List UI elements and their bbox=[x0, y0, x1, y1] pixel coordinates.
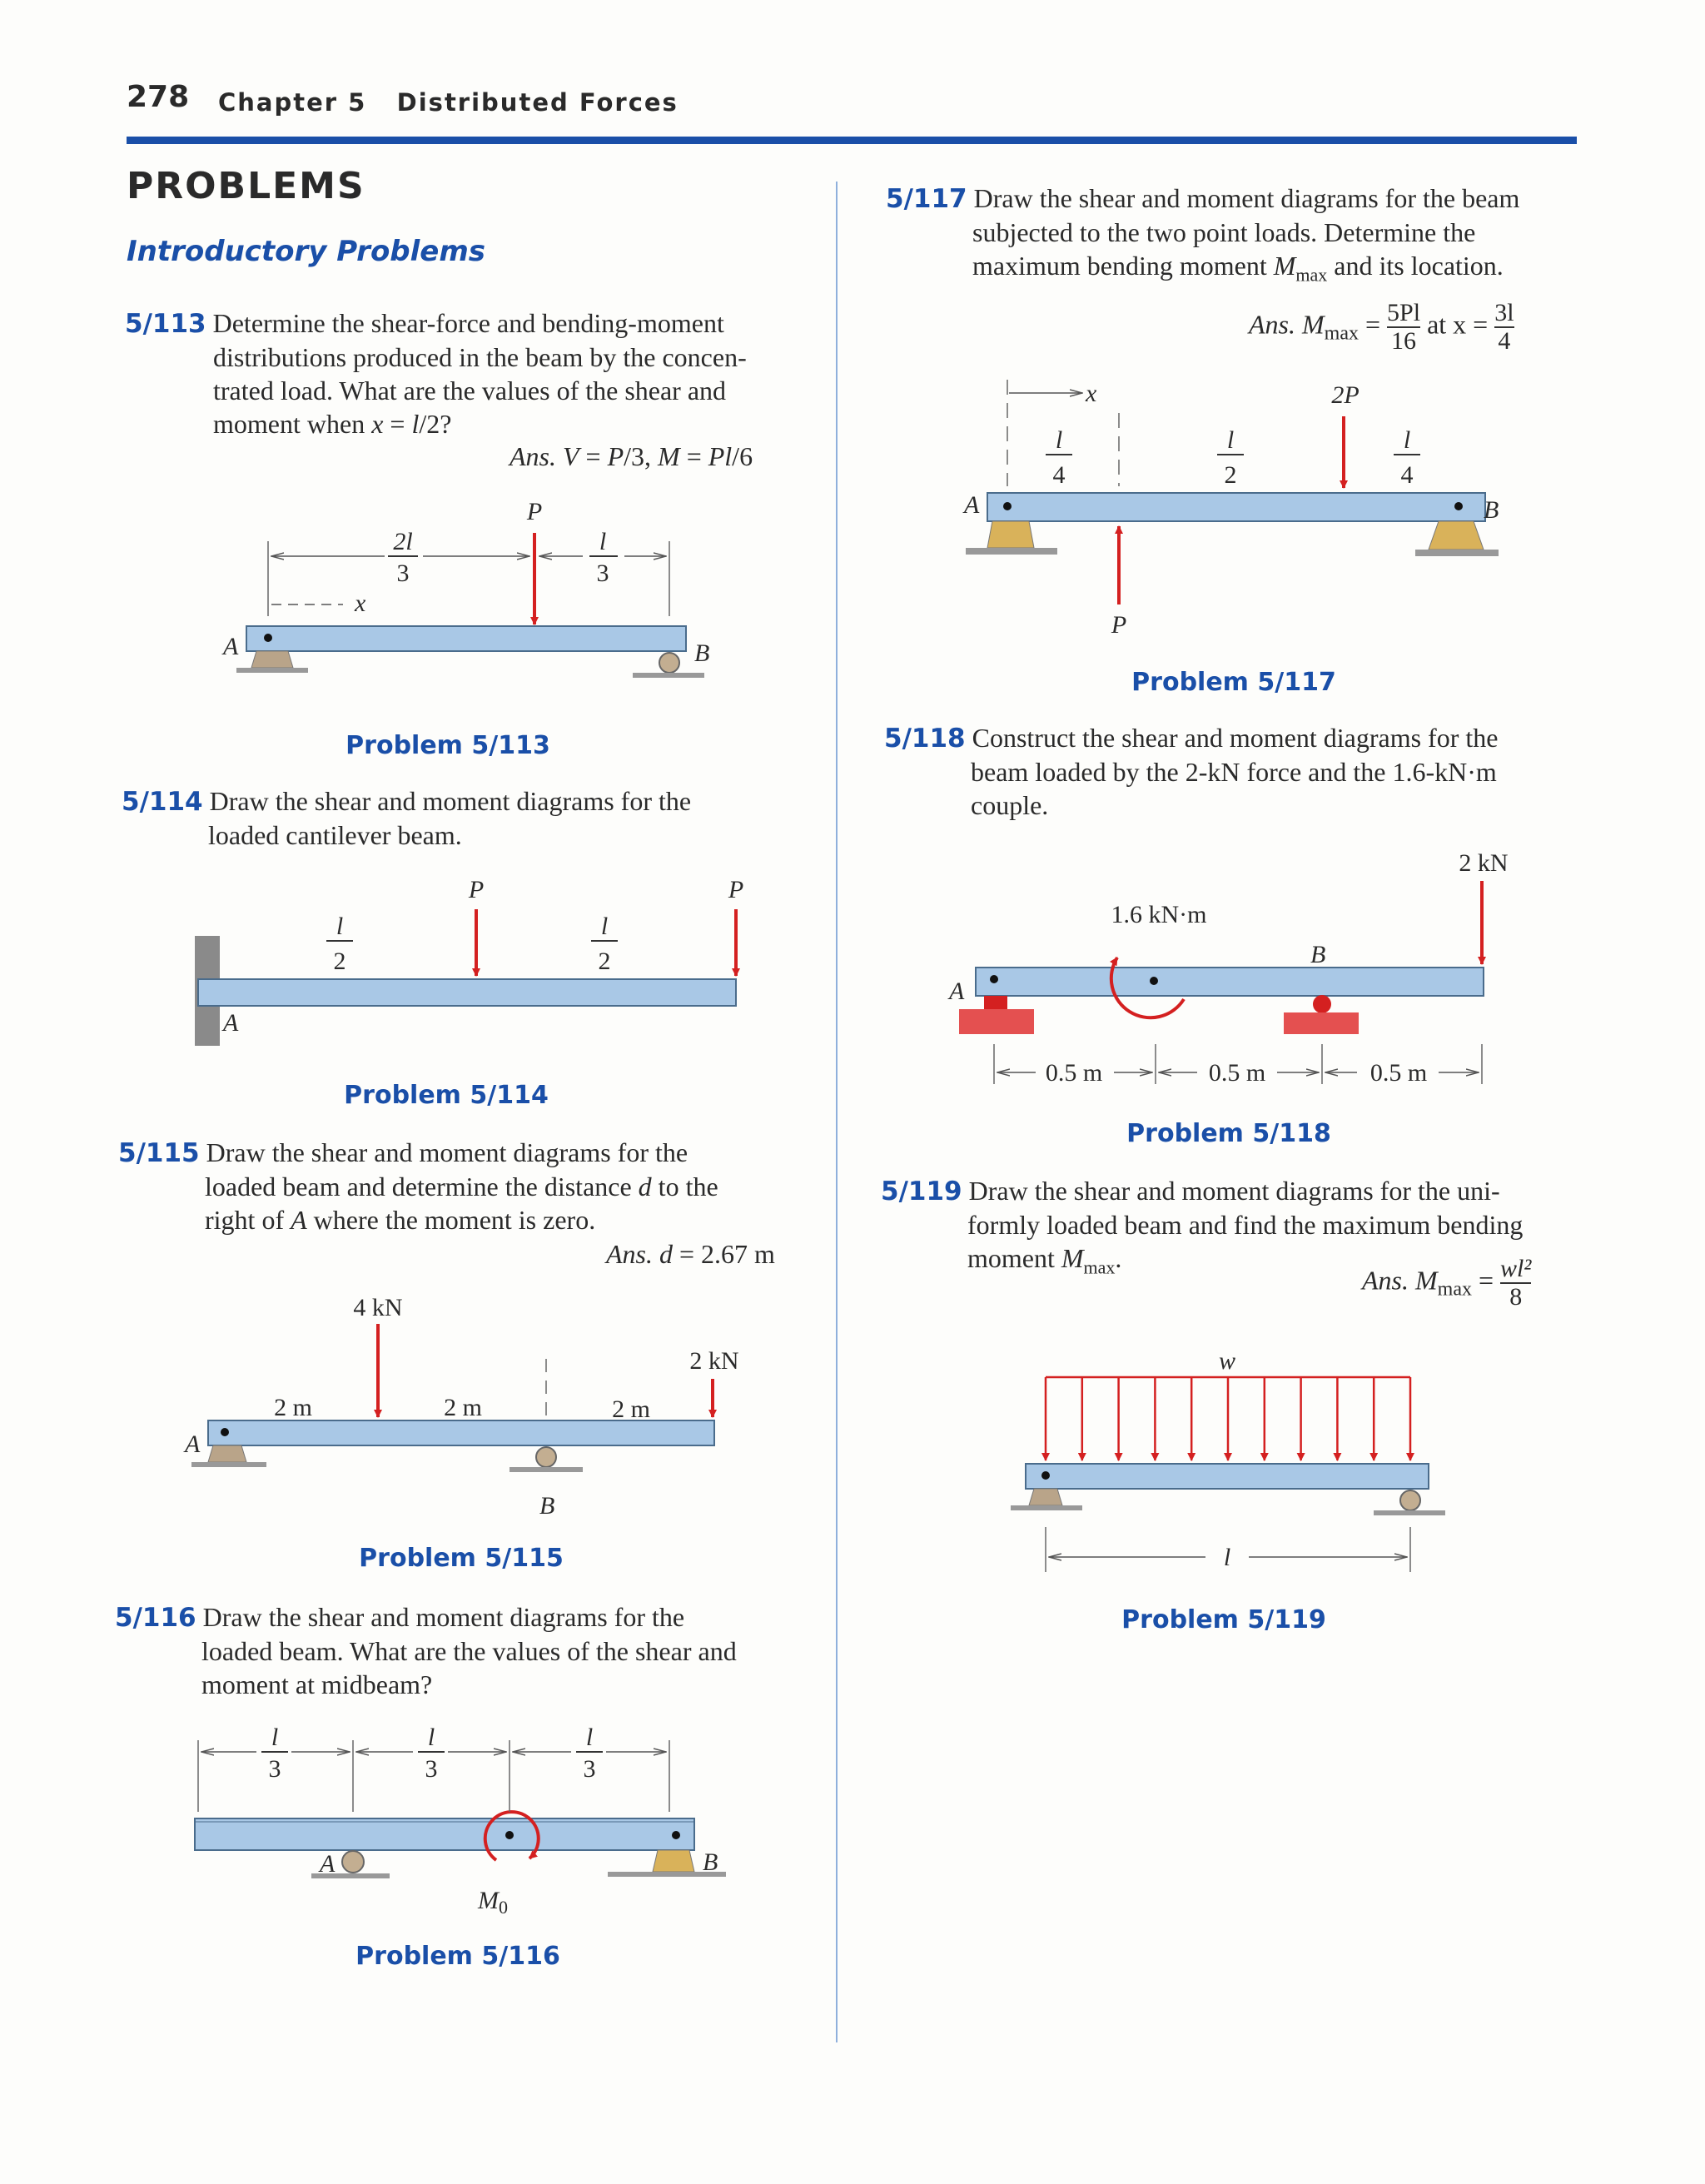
caption-5-118: Problem 5/118 bbox=[1126, 1119, 1331, 1148]
dim-l: l bbox=[600, 913, 609, 940]
ground-red bbox=[959, 1009, 1034, 1034]
figure-5-113 bbox=[221, 498, 709, 678]
dim-l: l bbox=[336, 913, 344, 940]
pin-support bbox=[1429, 521, 1484, 550]
ground bbox=[236, 668, 308, 673]
problem-text-line: Determine the shear-force and bending-moment bbox=[212, 308, 724, 338]
problem-text-line: distributions produced in the beam by the concen- bbox=[213, 342, 747, 372]
dim-2l: 2l bbox=[393, 528, 413, 555]
dim-3: 3 bbox=[268, 1755, 281, 1783]
problem-text-line: maximum bending moment $M_{max}$ and its location. bbox=[972, 251, 1504, 286]
pin-support bbox=[1029, 1489, 1062, 1505]
problem-text-line: loaded beam and determine the distance d to the bbox=[205, 1172, 718, 1201]
beam bbox=[198, 979, 736, 1006]
problem-number: 5/116 bbox=[115, 1603, 196, 1633]
pin bbox=[672, 1831, 680, 1839]
figure-5-119 bbox=[1011, 1347, 1445, 1572]
dim-l: l bbox=[599, 528, 607, 555]
chapter-label: Chapter 5 bbox=[218, 88, 367, 117]
couple-center bbox=[1150, 977, 1158, 985]
label-2P: 2P bbox=[1331, 381, 1360, 409]
dim-l: l bbox=[1226, 426, 1235, 454]
problem-text-line: moment at midbeam? bbox=[201, 1669, 433, 1699]
dim-0.5m: 0.5 m bbox=[1045, 1059, 1103, 1087]
chapter-title: Distributed Forces bbox=[396, 88, 679, 117]
problem-text-line: moment $M_{max}$. bbox=[967, 1243, 1122, 1278]
figure-5-115 bbox=[183, 1294, 739, 1520]
label-A: A bbox=[185, 1430, 201, 1458]
label-P: P bbox=[1111, 611, 1127, 639]
problem-text-line: right of A where the moment is zero. bbox=[205, 1205, 596, 1235]
problem-text-line: Construct the shear and moment diagrams for the bbox=[972, 723, 1499, 753]
pin bbox=[264, 634, 272, 642]
ground bbox=[1374, 1510, 1445, 1515]
caption-5-116: Problem 5/116 bbox=[355, 1942, 560, 1971]
label-x: x bbox=[355, 590, 366, 617]
problem-text-line: formly loaded beam and find the maximum bending bbox=[967, 1210, 1524, 1240]
ground bbox=[510, 1467, 583, 1472]
beam bbox=[208, 1420, 714, 1445]
label-P: P bbox=[468, 876, 485, 903]
figure-5-118 bbox=[947, 849, 1509, 1087]
dim-l: l bbox=[271, 1724, 279, 1751]
udl-arrows bbox=[1046, 1377, 1410, 1460]
dim-4: 4 bbox=[1400, 461, 1414, 489]
roller-support bbox=[1400, 1490, 1420, 1510]
pin bbox=[1454, 502, 1463, 510]
roller-support bbox=[1313, 995, 1331, 1013]
label-B: B bbox=[1310, 941, 1326, 968]
problem-number: 5/113 bbox=[125, 309, 206, 339]
pin bbox=[1003, 502, 1012, 510]
problem-text-line: loaded beam. What are the values of the shear and bbox=[201, 1636, 737, 1666]
dim-3: 3 bbox=[596, 560, 609, 587]
label-B: B bbox=[694, 639, 710, 667]
answer-5-117: Ans. $M_{max}$ = $\frac{5Pl}{16}$ at x = $\frac{3l}{4}$ bbox=[1249, 299, 1514, 355]
dim-2: 2 bbox=[333, 948, 346, 975]
ground bbox=[633, 673, 704, 678]
problem-text-line: Draw the shear and moment diagrams for the bbox=[209, 786, 692, 816]
caption-5-114: Problem 5/114 bbox=[344, 1081, 549, 1110]
label-x: x bbox=[1086, 380, 1097, 407]
problem-text-line: Draw the shear and moment diagrams for the uni- bbox=[968, 1176, 1500, 1206]
label-B: B bbox=[1484, 496, 1499, 524]
label-P: P bbox=[728, 876, 744, 903]
label-2kN: 2 kN bbox=[689, 1347, 739, 1375]
problem-number: 5/117 bbox=[886, 184, 967, 214]
pin-support bbox=[984, 996, 1007, 1009]
dim-2: 2 bbox=[1224, 461, 1237, 489]
pin-support bbox=[653, 1850, 694, 1872]
problem-text-line: beam loaded by the 2-kN force and the 1.6-kN·m bbox=[971, 757, 1497, 787]
pin-support bbox=[251, 651, 293, 668]
ground bbox=[966, 548, 1057, 555]
problem-number: 5/114 bbox=[122, 787, 203, 817]
pin-support bbox=[208, 1445, 246, 1462]
beam bbox=[246, 626, 686, 651]
dim-4: 4 bbox=[1052, 461, 1066, 489]
problem-number: 5/115 bbox=[118, 1138, 200, 1168]
beam bbox=[1026, 1464, 1429, 1489]
label-M0: $M_0$ bbox=[478, 1887, 508, 1918]
problem-number: 5/118 bbox=[884, 724, 966, 754]
roller-support bbox=[342, 1851, 364, 1873]
beam bbox=[195, 1818, 694, 1850]
caption-5-115: Problem 5/115 bbox=[359, 1544, 564, 1573]
caption-5-113: Problem 5/113 bbox=[345, 731, 550, 760]
section-subtitle: Introductory Problems bbox=[127, 235, 486, 268]
dim-3: 3 bbox=[396, 560, 410, 587]
label-couple: 1.6 kN·m bbox=[1111, 901, 1207, 928]
beam bbox=[987, 493, 1485, 521]
problem-text-line: loaded cantilever beam. bbox=[208, 820, 462, 850]
label-A: A bbox=[320, 1850, 336, 1878]
dim-0.5m: 0.5 m bbox=[1208, 1059, 1266, 1087]
label-w: w bbox=[1218, 1347, 1236, 1375]
dim-2m: 2 m bbox=[274, 1394, 312, 1421]
ground bbox=[191, 1462, 266, 1467]
answer-5-115: Ans. d = 2.67 m bbox=[606, 1239, 775, 1269]
dim-l: l bbox=[427, 1724, 435, 1751]
beam bbox=[976, 968, 1484, 996]
label-B: B bbox=[703, 1848, 718, 1876]
answer-5-119: Ans. $M_{max}$ = $\frac{\text{wl²}}{8}$ bbox=[1362, 1255, 1532, 1311]
figure-5-114 bbox=[195, 876, 743, 1046]
dim-2m: 2 m bbox=[444, 1394, 482, 1421]
dim-2: 2 bbox=[598, 948, 611, 975]
couple-center bbox=[505, 1831, 514, 1839]
problem-text-line: Draw the shear and moment diagrams for the bbox=[202, 1602, 685, 1632]
label-A: A bbox=[223, 1009, 239, 1037]
label-A: A bbox=[949, 978, 965, 1005]
caption-5-119: Problem 5/119 bbox=[1121, 1605, 1326, 1634]
section-title: PROBLEMS bbox=[127, 165, 365, 207]
page-number: 278 bbox=[127, 80, 190, 114]
label-P: P bbox=[526, 498, 543, 525]
label-A: A bbox=[964, 491, 980, 519]
label-2kN: 2 kN bbox=[1459, 849, 1509, 877]
roller-support bbox=[536, 1447, 556, 1467]
dim-0.5m: 0.5 m bbox=[1369, 1059, 1428, 1087]
pin bbox=[221, 1428, 229, 1436]
dim-2m: 2 m bbox=[612, 1395, 650, 1423]
dim-3: 3 bbox=[425, 1755, 438, 1783]
label-4kN: 4 kN bbox=[353, 1294, 403, 1321]
pin-support bbox=[987, 521, 1034, 548]
figure-5-116 bbox=[195, 1724, 726, 1918]
ground bbox=[1415, 550, 1499, 556]
problem-text-line: Draw the shear and moment diagrams for the bbox=[206, 1137, 688, 1167]
ground-red bbox=[1284, 1012, 1359, 1034]
label-B: B bbox=[539, 1492, 555, 1520]
pin bbox=[1041, 1471, 1050, 1480]
problem-number: 5/119 bbox=[881, 1177, 962, 1206]
dim-l: l bbox=[1055, 426, 1063, 454]
dim-l: l bbox=[1223, 1544, 1231, 1571]
problem-text-line: couple. bbox=[971, 790, 1049, 820]
ground bbox=[1011, 1505, 1082, 1510]
label-A: A bbox=[223, 633, 239, 660]
problem-text-line: subjected to the two point loads. Determine the bbox=[972, 217, 1476, 247]
problem-text-line: moment when x = l/2? bbox=[213, 409, 452, 439]
pin bbox=[990, 975, 998, 983]
dim-l: l bbox=[585, 1724, 594, 1751]
roller-support bbox=[659, 653, 679, 673]
dim-3: 3 bbox=[583, 1755, 596, 1783]
figure-5-117 bbox=[962, 380, 1499, 639]
problem-text-line: trated load. What are the values of the shear and bbox=[213, 376, 727, 405]
dim-l: l bbox=[1403, 426, 1411, 454]
answer-5-113: Ans. V = P/3, M = Pl/6 bbox=[510, 441, 753, 471]
problem-text-line: Draw the shear and moment diagrams for the beam bbox=[973, 183, 1520, 213]
caption-5-117: Problem 5/117 bbox=[1131, 668, 1336, 697]
